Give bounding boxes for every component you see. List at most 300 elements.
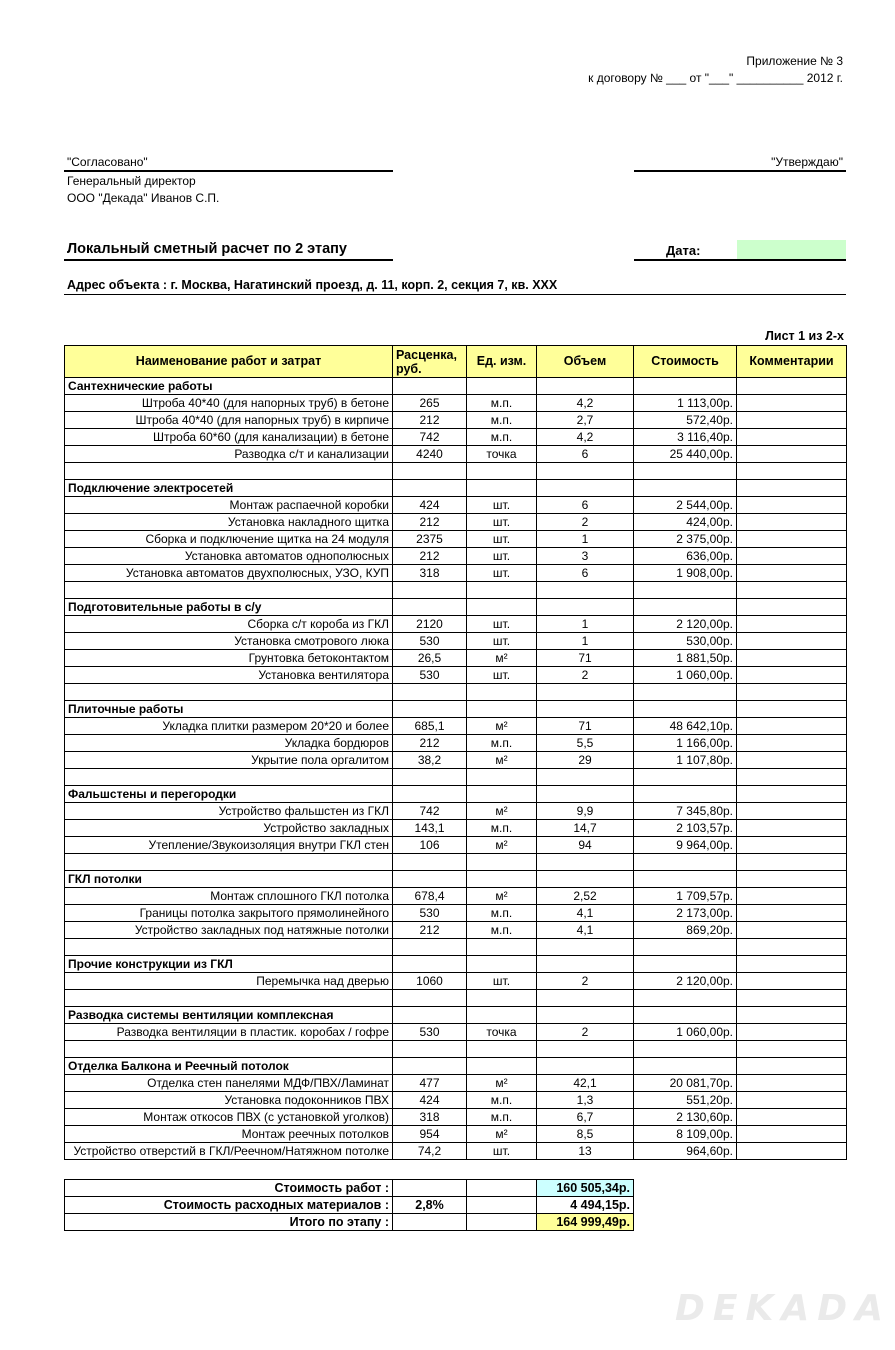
work-comment — [737, 633, 847, 650]
spacer-row — [65, 582, 847, 599]
work-cost: 1 166,00р. — [634, 735, 737, 752]
empty-cell — [737, 1007, 847, 1024]
work-volume: 13 — [537, 1143, 634, 1160]
table-row — [65, 531, 847, 548]
work-price: 1060 — [393, 973, 467, 990]
work-price: 742 — [393, 803, 467, 820]
work-unit: шт. — [467, 565, 537, 582]
director-position: Генеральный директор — [67, 174, 196, 188]
page-title: Локальный сметный расчет по 2 этапу — [67, 241, 347, 257]
section-title: Сантехнические работы — [65, 378, 393, 395]
date-underline — [634, 259, 846, 261]
empty-cell — [467, 582, 537, 599]
empty-cell — [467, 956, 537, 973]
table-row — [65, 616, 847, 633]
grand-total-label: Итого по этапу : — [65, 1214, 393, 1231]
work-cost: 20 081,70р. — [634, 1075, 737, 1092]
work-name: Разводка вентиляции в пластик. коробах / гофре — [65, 1024, 393, 1041]
work-name: Штроба 40*40 (для напорных труб) в кирпиче — [65, 412, 393, 429]
work-unit: м² — [467, 803, 537, 820]
work-unit: шт. — [467, 973, 537, 990]
work-unit: м.п. — [467, 429, 537, 446]
work-cost: 9 964,00р. — [634, 837, 737, 854]
work-name: Установка вентилятора — [65, 667, 393, 684]
work-cost: 2 544,00р. — [634, 497, 737, 514]
work-volume: 2 — [537, 1024, 634, 1041]
section-header-row — [65, 786, 847, 803]
work-volume: 14,7 — [537, 820, 634, 837]
work-volume: 3 — [537, 548, 634, 565]
empty-cell — [467, 1041, 537, 1058]
work-cost: 572,40р. — [634, 412, 737, 429]
work-price: 2375 — [393, 531, 467, 548]
table-row — [65, 1109, 847, 1126]
materials-empty — [467, 1197, 537, 1214]
spacer-row — [65, 463, 847, 480]
work-unit: шт. — [467, 514, 537, 531]
work-cost: 869,20р. — [634, 922, 737, 939]
work-price: 424 — [393, 1092, 467, 1109]
work-cost: 636,00р. — [634, 548, 737, 565]
empty-cell — [393, 1007, 467, 1024]
empty-cell — [737, 939, 847, 956]
table-row — [65, 888, 847, 905]
empty-cell — [537, 463, 634, 480]
empty-cell — [537, 1058, 634, 1075]
work-comment — [737, 616, 847, 633]
empty-cell — [65, 1041, 393, 1058]
work-volume: 1 — [537, 531, 634, 548]
work-name: Отделка стен панелями МДФ/ПВХ/Ламинат — [65, 1075, 393, 1092]
work-unit: точка — [467, 446, 537, 463]
empty-cell — [737, 871, 847, 888]
empty-cell — [467, 1058, 537, 1075]
work-price: 530 — [393, 667, 467, 684]
table-row — [65, 718, 847, 735]
empty-cell — [65, 990, 393, 1007]
work-name: Устройство закладных под натяжные потолки — [65, 922, 393, 939]
work-comment — [737, 888, 847, 905]
works-total-empty-1 — [393, 1180, 467, 1197]
work-price: 212 — [393, 548, 467, 565]
work-price: 477 — [393, 1075, 467, 1092]
work-comment — [737, 922, 847, 939]
works-total-label: Стоимость работ : — [65, 1180, 393, 1197]
work-unit: м² — [467, 1075, 537, 1092]
work-unit: м.п. — [467, 820, 537, 837]
work-price: 530 — [393, 1024, 467, 1041]
work-name: Установка подоконников ПВХ — [65, 1092, 393, 1109]
col-header-cost: Стоимость — [634, 346, 737, 378]
empty-cell — [634, 701, 737, 718]
work-cost: 1 060,00р. — [634, 1024, 737, 1041]
empty-cell — [737, 854, 847, 871]
empty-cell — [393, 582, 467, 599]
work-name: Устройство фальшстен из ГКЛ — [65, 803, 393, 820]
work-name: Грунтовка бетоконтактом — [65, 650, 393, 667]
work-cost: 1 908,00р. — [634, 565, 737, 582]
table-row — [65, 1126, 847, 1143]
empty-cell — [65, 463, 393, 480]
empty-cell — [393, 1058, 467, 1075]
work-volume: 2,7 — [537, 412, 634, 429]
work-volume: 4,1 — [537, 905, 634, 922]
empty-cell — [737, 378, 847, 395]
empty-cell — [634, 871, 737, 888]
empty-cell — [634, 463, 737, 480]
work-name: Устройство отверстий в ГКЛ/Реечном/Натяжном потолке — [65, 1143, 393, 1160]
work-price: 212 — [393, 514, 467, 531]
work-unit: шт. — [467, 497, 537, 514]
work-unit: м.п. — [467, 1092, 537, 1109]
work-unit: шт. — [467, 548, 537, 565]
work-comment — [737, 667, 847, 684]
work-unit: шт. — [467, 1143, 537, 1160]
table-row — [65, 837, 847, 854]
empty-cell — [737, 684, 847, 701]
empty-cell — [634, 786, 737, 803]
work-comment — [737, 514, 847, 531]
table-row — [65, 395, 847, 412]
empty-cell — [537, 1007, 634, 1024]
work-name: Разводка с/т и канализации — [65, 446, 393, 463]
table-header-row — [65, 346, 847, 378]
table-row — [65, 514, 847, 531]
col-header-comment: Комментарии — [737, 346, 847, 378]
spacer-row — [65, 854, 847, 871]
empty-cell — [467, 463, 537, 480]
empty-cell — [467, 599, 537, 616]
work-unit: м² — [467, 1126, 537, 1143]
agreed-label: "Согласовано" — [67, 155, 148, 169]
work-volume: 5,5 — [537, 735, 634, 752]
work-price: 143,1 — [393, 820, 467, 837]
work-price: 2120 — [393, 616, 467, 633]
section-title: Фальшстены и перегородки — [65, 786, 393, 803]
work-volume: 6 — [537, 497, 634, 514]
work-volume: 94 — [537, 837, 634, 854]
empty-cell — [537, 582, 634, 599]
empty-cell — [634, 378, 737, 395]
work-comment — [737, 905, 847, 922]
section-header-row — [65, 1058, 847, 1075]
work-unit: шт. — [467, 667, 537, 684]
work-name: Укладка бордюров — [65, 735, 393, 752]
work-volume: 6 — [537, 565, 634, 582]
work-price: 685,1 — [393, 718, 467, 735]
work-cost: 48 642,10р. — [634, 718, 737, 735]
work-price: 265 — [393, 395, 467, 412]
empty-cell — [634, 956, 737, 973]
empty-cell — [634, 939, 737, 956]
work-name: Штроба 40*40 (для напорных труб) в бетоне — [65, 395, 393, 412]
work-cost: 1 060,00р. — [634, 667, 737, 684]
title-underline — [64, 259, 393, 261]
work-price: 530 — [393, 633, 467, 650]
empty-cell — [634, 1041, 737, 1058]
work-cost: 2 130,60р. — [634, 1109, 737, 1126]
work-volume: 1 — [537, 616, 634, 633]
works-total-value: 160 505,34р. — [537, 1180, 634, 1197]
empty-cell — [537, 854, 634, 871]
work-cost: 2 375,00р. — [634, 531, 737, 548]
col-header-price: Расценка, руб. — [393, 346, 467, 378]
work-name: Утепление/Звукоизоляция внутри ГКЛ стен — [65, 837, 393, 854]
empty-cell — [537, 684, 634, 701]
work-volume: 4,1 — [537, 922, 634, 939]
empty-cell — [737, 480, 847, 497]
materials-percent: 2,8% — [393, 1197, 467, 1214]
materials-label: Стоимость расходных материалов : — [65, 1197, 393, 1214]
grand-total-empty-2 — [467, 1214, 537, 1231]
empty-cell — [393, 599, 467, 616]
object-address: Адрес объекта : г. Москва, Нагатинский проезд, д. 11, корп. 2, секция 7, кв. ХХХ — [67, 278, 558, 292]
work-name: Сборка с/т короба из ГКЛ — [65, 616, 393, 633]
work-volume: 71 — [537, 718, 634, 735]
work-volume: 42,1 — [537, 1075, 634, 1092]
table-row — [65, 548, 847, 565]
work-comment — [737, 565, 847, 582]
director-company: ООО "Декада" Иванов С.П. — [67, 191, 220, 205]
work-cost: 1 107,80р. — [634, 752, 737, 769]
address-underline — [64, 294, 846, 295]
work-comment — [737, 650, 847, 667]
empty-cell — [393, 786, 467, 803]
work-unit: шт. — [467, 616, 537, 633]
work-name: Устройство закладных — [65, 820, 393, 837]
empty-cell — [634, 769, 737, 786]
spacer-row — [65, 990, 847, 1007]
empty-cell — [537, 599, 634, 616]
totals-table — [64, 1179, 634, 1231]
work-unit: м² — [467, 752, 537, 769]
work-price: 74,2 — [393, 1143, 467, 1160]
table-row — [65, 1024, 847, 1041]
work-comment — [737, 548, 847, 565]
section-title: Подготовительные работы в с/у — [65, 599, 393, 616]
work-price: 318 — [393, 1109, 467, 1126]
work-cost: 8 109,00р. — [634, 1126, 737, 1143]
approve-label: "Утверждаю" — [771, 155, 843, 169]
empty-cell — [634, 599, 737, 616]
work-volume: 71 — [537, 650, 634, 667]
section-title: Подключение электросетей — [65, 480, 393, 497]
section-header-row — [65, 1007, 847, 1024]
table-row — [65, 412, 847, 429]
empty-cell — [467, 990, 537, 1007]
work-price: 530 — [393, 905, 467, 922]
work-comment — [737, 820, 847, 837]
work-name: Перемычка над дверью — [65, 973, 393, 990]
date-field[interactable] — [737, 240, 846, 259]
empty-cell — [537, 1041, 634, 1058]
work-name: Монтаж сплошного ГКЛ потолка — [65, 888, 393, 905]
work-price: 26,5 — [393, 650, 467, 667]
section-header-row — [65, 480, 847, 497]
empty-cell — [634, 854, 737, 871]
work-comment — [737, 429, 847, 446]
work-volume: 4,2 — [537, 429, 634, 446]
empty-cell — [467, 854, 537, 871]
section-header-row — [65, 956, 847, 973]
agreed-signature-line — [64, 170, 393, 172]
table-row — [65, 735, 847, 752]
work-unit: шт. — [467, 531, 537, 548]
table-row — [65, 973, 847, 990]
work-name: Установка автоматов двухполюсных, УЗО, КУП — [65, 565, 393, 582]
work-volume: 9,9 — [537, 803, 634, 820]
work-comment — [737, 497, 847, 514]
work-name: Установка накладного щитка — [65, 514, 393, 531]
work-comment — [737, 837, 847, 854]
table-row — [65, 667, 847, 684]
work-cost: 7 345,80р. — [634, 803, 737, 820]
table-row — [65, 497, 847, 514]
work-unit: м² — [467, 837, 537, 854]
work-price: 106 — [393, 837, 467, 854]
table-row — [65, 429, 847, 446]
work-unit: м.п. — [467, 735, 537, 752]
empty-cell — [737, 701, 847, 718]
work-price: 212 — [393, 735, 467, 752]
works-total-row — [65, 1180, 634, 1197]
spacer-row — [65, 939, 847, 956]
work-cost: 3 116,40р. — [634, 429, 737, 446]
work-price: 742 — [393, 429, 467, 446]
work-volume: 2 — [537, 514, 634, 531]
work-cost: 1 113,00р. — [634, 395, 737, 412]
work-cost: 2 120,00р. — [634, 973, 737, 990]
work-cost: 2 103,57р. — [634, 820, 737, 837]
work-name: Монтаж реечных потолков — [65, 1126, 393, 1143]
empty-cell — [737, 769, 847, 786]
empty-cell — [537, 871, 634, 888]
empty-cell — [537, 480, 634, 497]
spacer-row — [65, 769, 847, 786]
section-title: Разводка системы вентиляции комплексная — [65, 1007, 393, 1024]
work-unit: м.п. — [467, 395, 537, 412]
empty-cell — [737, 582, 847, 599]
work-comment — [737, 973, 847, 990]
section-header-row — [65, 599, 847, 616]
work-price: 38,2 — [393, 752, 467, 769]
empty-cell — [737, 599, 847, 616]
work-cost: 1 709,57р. — [634, 888, 737, 905]
work-price: 212 — [393, 922, 467, 939]
work-name: Штроба 60*60 (для канализации) в бетоне — [65, 429, 393, 446]
empty-cell — [65, 769, 393, 786]
section-title: Прочие конструкции из ГКЛ — [65, 956, 393, 973]
work-price: 318 — [393, 565, 467, 582]
col-header-volume: Объем — [537, 346, 634, 378]
sheet-number: Лист 1 из 2-х — [765, 329, 844, 343]
empty-cell — [393, 871, 467, 888]
work-unit: м.п. — [467, 922, 537, 939]
work-volume: 4,2 — [537, 395, 634, 412]
work-volume: 29 — [537, 752, 634, 769]
work-comment — [737, 412, 847, 429]
empty-cell — [737, 1041, 847, 1058]
work-cost: 530,00р. — [634, 633, 737, 650]
work-comment — [737, 803, 847, 820]
work-name: Сборка и подключение щитка на 24 модуля — [65, 531, 393, 548]
empty-cell — [467, 939, 537, 956]
work-name: Установка автоматов однополюсных — [65, 548, 393, 565]
section-title: Отделка Балкона и Реечный потолок — [65, 1058, 393, 1075]
table-row — [65, 922, 847, 939]
col-header-unit: Ед. изм. — [467, 346, 537, 378]
work-name: Укрытие пола оргалитом — [65, 752, 393, 769]
work-unit: м² — [467, 650, 537, 667]
work-price: 4240 — [393, 446, 467, 463]
work-cost: 1 881,50р. — [634, 650, 737, 667]
empty-cell — [737, 463, 847, 480]
empty-cell — [467, 684, 537, 701]
empty-cell — [537, 956, 634, 973]
empty-cell — [737, 990, 847, 1007]
works-total-empty-2 — [467, 1180, 537, 1197]
work-cost: 2 173,00р. — [634, 905, 737, 922]
estimate-body — [65, 378, 847, 1160]
work-price: 678,4 — [393, 888, 467, 905]
empty-cell — [537, 990, 634, 1007]
table-row — [65, 446, 847, 463]
empty-cell — [393, 854, 467, 871]
work-price: 954 — [393, 1126, 467, 1143]
work-name: Границы потолка закрытого прямолинейного — [65, 905, 393, 922]
work-comment — [737, 735, 847, 752]
table-row — [65, 1092, 847, 1109]
table-row — [65, 1143, 847, 1160]
work-cost: 964,60р. — [634, 1143, 737, 1160]
section-title: ГКЛ потолки — [65, 871, 393, 888]
empty-cell — [537, 786, 634, 803]
empty-cell — [634, 684, 737, 701]
table-row — [65, 1075, 847, 1092]
empty-cell — [737, 956, 847, 973]
section-header-row — [65, 871, 847, 888]
spacer-row — [65, 684, 847, 701]
work-comment — [737, 1092, 847, 1109]
empty-cell — [65, 582, 393, 599]
work-name: Установка смотрового люка — [65, 633, 393, 650]
empty-cell — [467, 480, 537, 497]
work-cost: 25 440,00р. — [634, 446, 737, 463]
empty-cell — [537, 939, 634, 956]
contract-reference: к договору № ___ от "___" __________ 2012 г. — [588, 71, 843, 85]
empty-cell — [537, 769, 634, 786]
empty-cell — [467, 701, 537, 718]
estimate-table — [64, 345, 847, 1160]
col-header-name: Наименование работ и затрат — [65, 346, 393, 378]
empty-cell — [634, 582, 737, 599]
section-header-row — [65, 701, 847, 718]
work-cost: 2 120,00р. — [634, 616, 737, 633]
work-unit: м.п. — [467, 1109, 537, 1126]
empty-cell — [467, 769, 537, 786]
empty-cell — [393, 701, 467, 718]
work-volume: 2 — [537, 667, 634, 684]
date-label: Дата: — [666, 243, 701, 258]
work-unit: м² — [467, 718, 537, 735]
work-name: Монтаж откосов ПВХ (с установкой уголков) — [65, 1109, 393, 1126]
work-volume: 2 — [537, 973, 634, 990]
table-row — [65, 820, 847, 837]
work-name: Монтаж распаечной коробки — [65, 497, 393, 514]
empty-cell — [634, 1007, 737, 1024]
empty-cell — [393, 480, 467, 497]
work-volume: 6,7 — [537, 1109, 634, 1126]
